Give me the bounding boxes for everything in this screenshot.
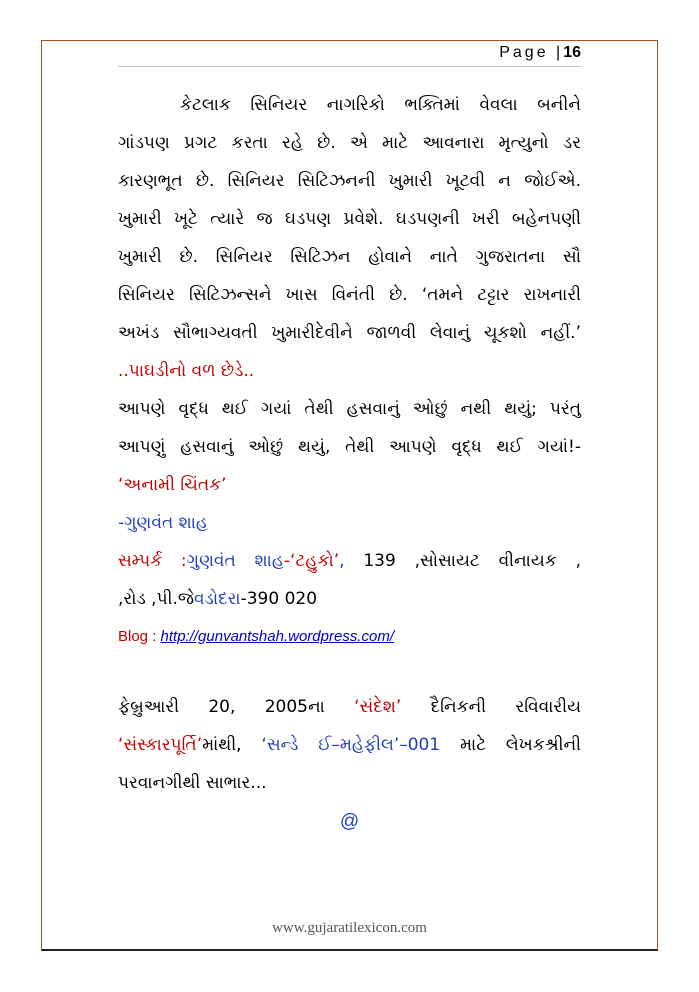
source-line-3: પરવાનગીથી સાભાર... [118, 773, 267, 793]
source-line2-rest: માટે લેખકશ્રીની [440, 735, 581, 755]
source-line-1 [118, 688, 581, 726]
source-series: ‘સન્ડે ઈ–મહેફીલ’–001 [261, 735, 441, 755]
page-word: Page [499, 44, 549, 61]
document-body [118, 86, 581, 842]
source-date: ફેબ્રુઆરી 20, 2005ના [118, 697, 355, 717]
para2-line: આપણું હસવાનું ઓછું થયું, તેથી આપણે વૃદ્ધ થઈ ગયાં!- [118, 437, 581, 457]
blog-label: Blog : [118, 628, 161, 645]
para1-line: અખંડ સૌભાગ્યવતી ખુમારીદેવીને જાળવી લેવાનું ચૂકશો નહીં.’ [118, 323, 581, 343]
contact-line-2 [118, 580, 581, 618]
anonymous-thinker: ‘અનામી ચિંતક’ [118, 475, 227, 495]
source-paper: ‘સંદેશ’ [354, 697, 402, 717]
source-line1-rest: દૈનિકની રવિવારીય [401, 697, 582, 717]
blog-line [118, 618, 581, 656]
para1-line: ખુમારી છે. સિનિયર સિટિઝન હોવાને નાતે ગુજરાતના સૌ [118, 247, 581, 267]
source-supplement: ‘સંસ્કારપૂર્તિ’ [118, 735, 203, 755]
quote-heading: ..પાઘડીનો વળ છેડે.. [118, 361, 255, 381]
source-line-2 [118, 726, 581, 764]
page-number: 16 [563, 44, 581, 61]
footer-website: www.gujaratilexicon.com [272, 920, 427, 936]
contact-label: સમ્પર્ક : [118, 551, 187, 571]
page-separator: | [556, 44, 564, 61]
spacer [118, 656, 581, 688]
contact-name: ગુણવંત શાહ [186, 551, 284, 571]
para1-line: કારણભૂત છે. સિનિયર સિટિઝનની ખુમારી ખૂટવી ન જોઈએ. [118, 171, 581, 191]
end-symbol: @ [339, 811, 360, 832]
contact-pin: -390 020 [240, 589, 318, 609]
para1-line: કેટલાક સિનિયર નાગરિકો ભક્તિમાં વેવલા બનીને [180, 95, 581, 115]
author-name: -ગુણવંત શાહ [118, 513, 208, 533]
blog-link[interactable]: http://gunvantshah.wordpress.com/ [160, 628, 394, 645]
contact-address-2: ,રોડ ,પી.જે [118, 589, 194, 609]
contact-line-1 [118, 542, 581, 580]
contact-address-1: 139 ,સોસાયટ વીનાયક , [344, 551, 581, 571]
para1-line: ગાંડપણ પ્રગટ કરતા રહે છે. એ માટે આવનારા મૃત્યુનો ડર [118, 133, 581, 153]
header-rule [118, 66, 581, 67]
para1-line: ખુમારી ખૂટે ત્યારે જ ઘડપણ પ્રવેશે. ઘડપણની ખરી બહેનપણી [118, 209, 581, 229]
page-header [499, 44, 581, 62]
contact-comma: , [339, 551, 345, 571]
source-from: માંથી, [202, 735, 262, 755]
para1-line: સિનિયર સિટિઝન્સને ખાસ વિનંતી છે. ‘તમને ટટ્ટાર રાખનારી [118, 285, 581, 305]
contact-city: વડોદરા [193, 589, 241, 609]
para2-line: આપણે વૃદ્ધ થઈ ગયાં તેથી હસવાનું ઓછું નથી થયું; પરંતુ [118, 399, 581, 419]
contact-house: -‘ટહુકો’ [283, 551, 340, 571]
